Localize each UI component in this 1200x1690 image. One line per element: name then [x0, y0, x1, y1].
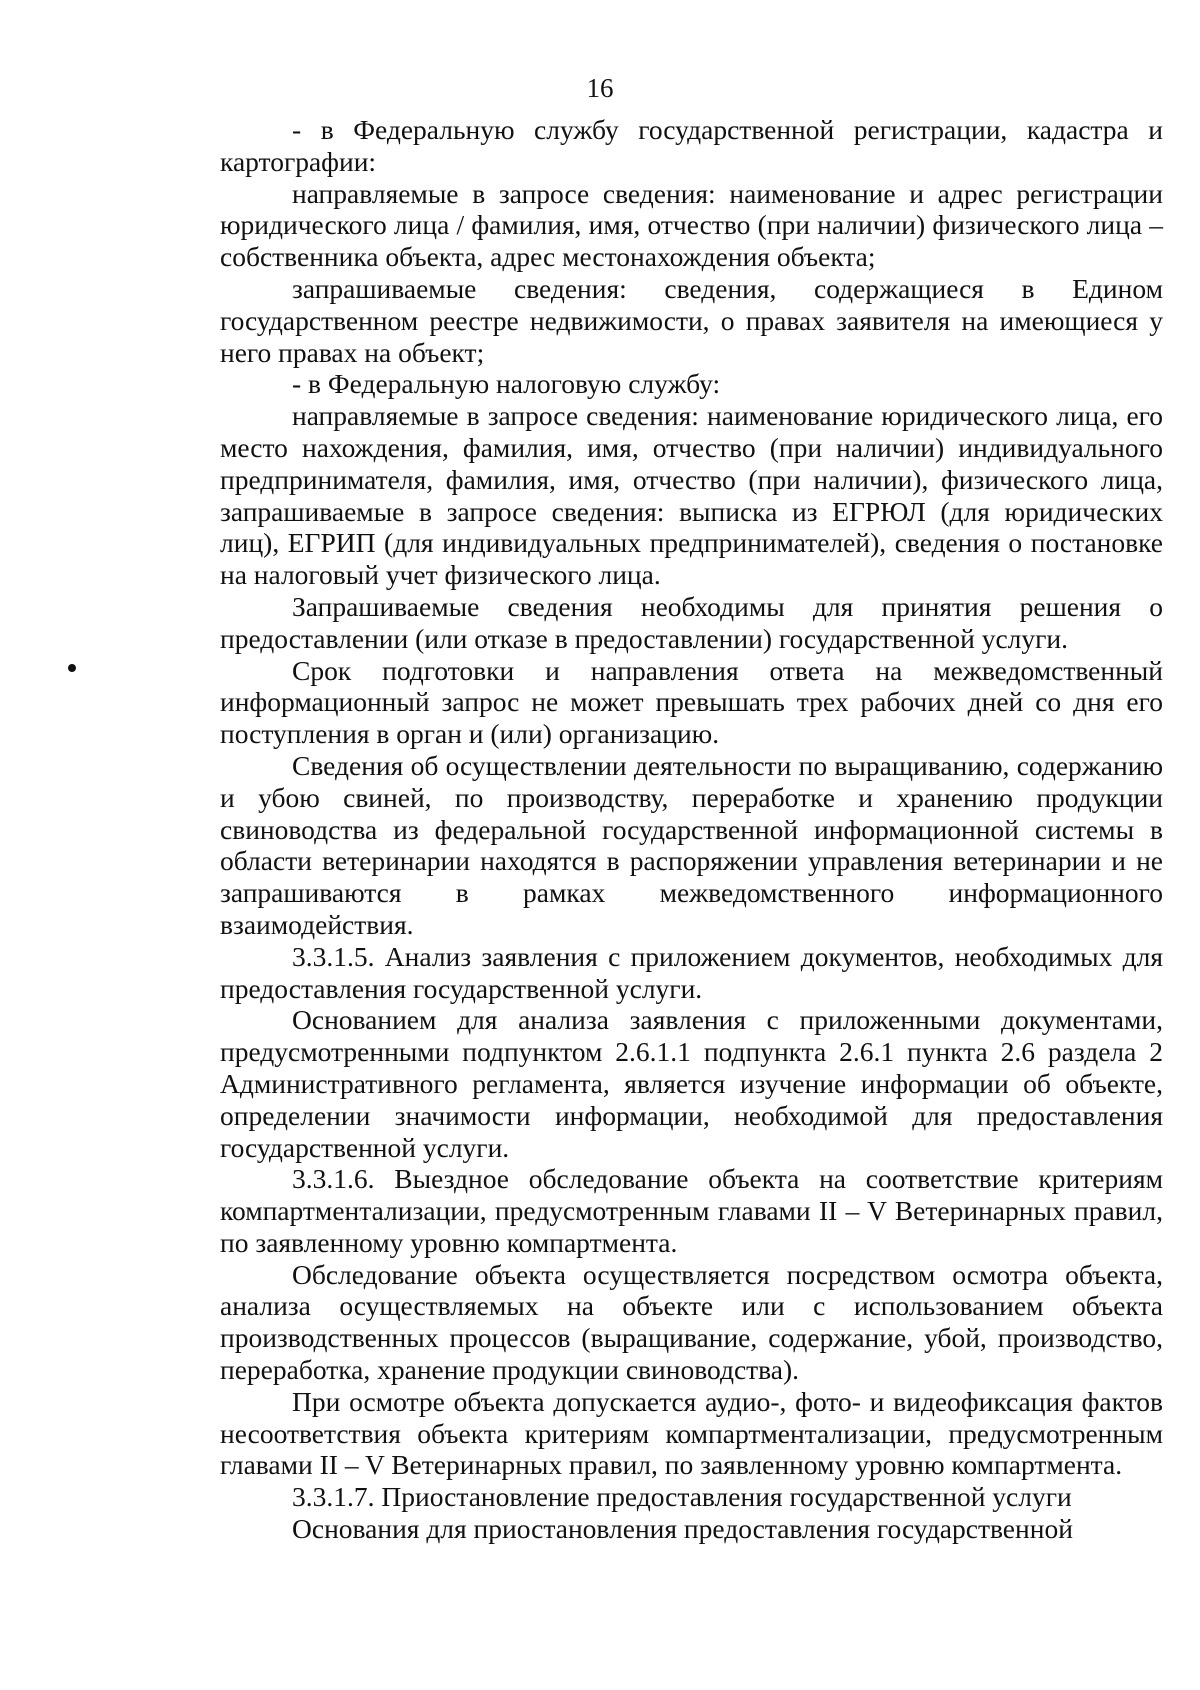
document-body — [220, 114, 1163, 1545]
paragraph-vet-system-data: Сведения об осуществлении деятельности по выращиванию, содержанию и убою свиней, по производству, переработке и хранению продукции свиноводства из федеральной государственной информационной системы в области ветеринарии находятся в распоряжении управления ветеринарии и не запрашиваются в рамках межведомственного информационного взаимодействия. — [220, 749, 1163, 940]
paragraph-section-3-3-1-7: 3.3.1.7. Приостановление предоставления государственной услуги — [292, 1481, 1072, 1513]
paragraph-inspection-recording: При осмотре объекта допускается аудио-, фото- и видеофиксация фактов несоответствия объекта критериям компартментализации, предусмотренным главами II – V Ветеринарных правил, по заявленному уровню компартмента. — [220, 1385, 1163, 1481]
margin-dot — [68, 664, 76, 672]
paragraph-inspection-method: Обследование объекта осуществляется посредством осмотра объекта, анализа осуществляемых на объекте или с использованием объекта производственных процессов (выращивание, содержание, убой, производство, переработка, хранение продукции свиноводства). — [220, 1258, 1163, 1386]
paragraph-suspension-grounds: Основания для приостановления предоставления государственной — [292, 1513, 1073, 1545]
paragraph-tax-service-heading: - в Федеральную налоговую службу: — [292, 368, 721, 400]
paragraph-section-3-3-1-6: 3.3.1.6. Выездное обследование объекта на соответствие критериям компартментализации, предусмотренным главами II – V Ветеринарных правил, по заявленному уровню компартмента. — [220, 1163, 1163, 1258]
paragraph-rosreestr-requested-data: запрашиваемые сведения: сведения, содержащиеся в Едином государственном реестре недвижимости, о правах заявителя на имеющиеся у него правах на объект; — [220, 272, 1163, 368]
paragraph-section-3-3-1-5: 3.3.1.5. Анализ заявления с приложением документов, необходимых для предоставления государственной услуги. — [220, 940, 1163, 1004]
paragraph-analysis-basis: Основанием для анализа заявления с приложенными документами, предусмотренными подпунктом 2.6.1.1 подпункта 2.6.1 пункта 2.6 раздела 2 Административного регламента, является изучение информации об объекте, определении значимости информации, необходимой для предоставления государственной услуги. — [220, 1004, 1163, 1163]
page-number: 16 — [586, 73, 614, 103]
paragraph-rosreestr-heading: - в Федеральную службу государственной регистрации, кадастра и картографии: — [220, 114, 1163, 177]
paragraph-requested-data-purpose: Запрашиваемые сведения необходимы для принятия решения о предоставлении (или отказе в предоставлении) государственной услуги. — [220, 590, 1163, 654]
paragraph-rosreestr-sent-data: направляемые в запросе сведения: наименование и адрес регистрации юридического лица / фамилия, имя, отчество (при наличии) физического лица – собственника объекта, адрес местонахождения объекта; — [220, 177, 1163, 273]
paragraph-response-deadline: Срок подготовки и направления ответа на межведомственный информационный запрос не может превышать трех рабочих дней со дня его поступления в орган и (или) организацию. — [220, 654, 1163, 750]
paragraph-tax-service-data: направляемые в запросе сведения: наименование юридического лица, его место нахождения, фамилия, имя, отчество (при наличии) индивидуального предпринимателя, фамилия, имя, отчество (при наличии), физического лица, запрашиваемые в запросе сведения: выписка из ЕГРЮЛ (для юридических лиц), ЕГРИП (для индивидуальных предпринимателей), сведения о постановке на налоговый учет физического лица. — [220, 400, 1163, 591]
